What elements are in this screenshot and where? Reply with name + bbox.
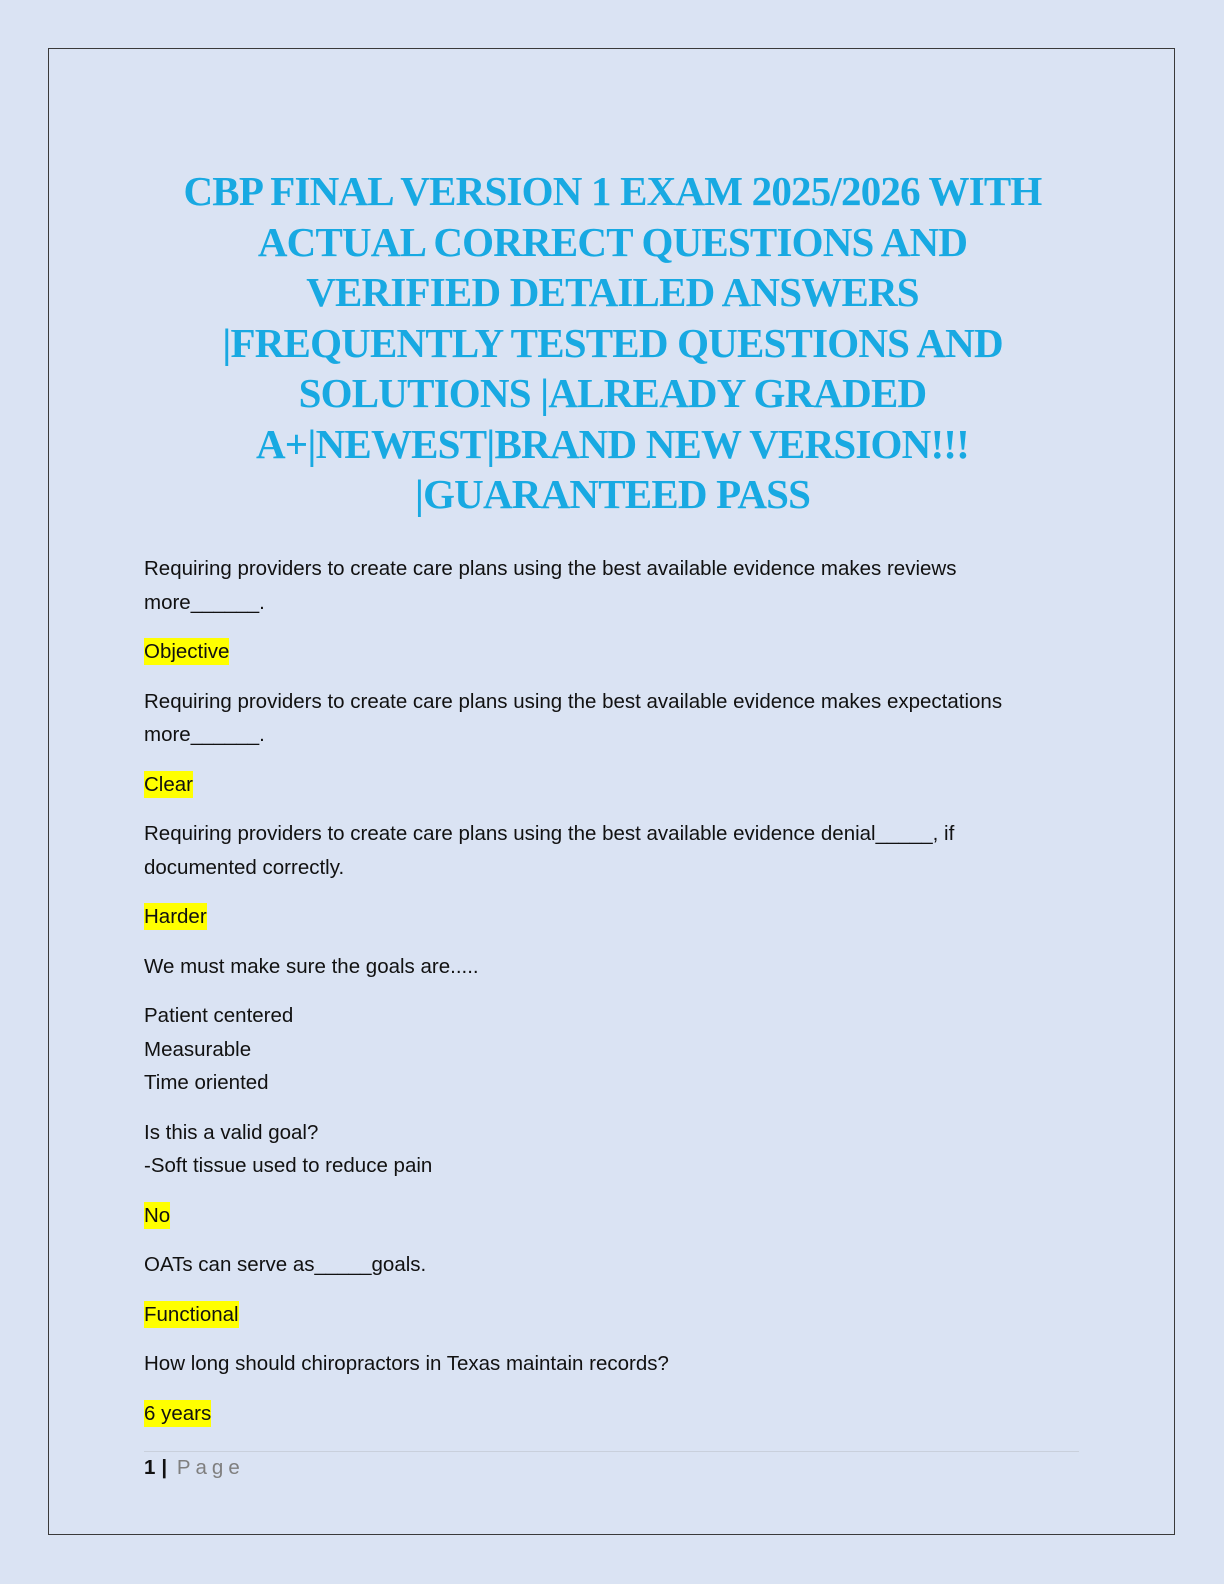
list-item: Patient centered [144,1004,294,1027]
title-line: VERIFIED DETAILED ANSWERS [306,269,919,315]
title-line: A+|NEWEST|BRAND NEW VERSION!!! [255,420,970,467]
answer [144,1199,1079,1233]
title-line: |GUARANTEED PASS [414,471,811,517]
question: Requiring providers to create care plans using the best available evidence makes expectations more______. [144,689,1003,746]
highlighted-answer: 6 years [144,1401,212,1425]
qa-content [144,552,1079,1446]
footer-separator: | [161,1456,168,1479]
footer-divider [144,1451,1079,1452]
answer [144,1298,1079,1332]
highlighted-answer: Objective [144,640,230,663]
highlighted-answer: Functional [144,1302,239,1326]
list-item: Time oriented [144,1071,269,1094]
question: Requiring providers to create care plans using the best available evidence denial_____, if documented correctly. [144,822,955,879]
highlighted-answer: No [144,1203,171,1227]
page-label: Page [176,1456,245,1479]
highlighted-answer: Clear [144,772,193,796]
answer-list [144,999,1079,1100]
answer [144,1397,1079,1431]
title-line: CBP FINAL VERSION 1 EXAM 2025/2026 WITH [183,168,1042,214]
title-line: ACTUAL CORRECT QUESTIONS AND [257,218,968,265]
title-line: |FREQUENTLY TESTED QUESTIONS AND [222,319,1003,366]
list-item: Measurable [144,1037,252,1061]
question: Requiring providers to create care plans using the best available evidence makes reviews more______. [144,557,957,614]
document-title [120,166,1105,520]
question: Is this a valid goal? -Soft tissue used to reduce pain [144,1120,433,1177]
answer [144,635,1079,669]
page-number: 1 [144,1456,156,1479]
answer [144,900,1079,934]
page-footer [144,1456,245,1480]
question: We must make sure the goals are..... [144,954,479,978]
highlighted-answer: Harder [144,905,207,928]
title-line: SOLUTIONS |ALREADY GRADED [298,370,927,416]
question: OATs can serve as_____goals. [144,1253,427,1276]
question: How long should chiropractors in Texas maintain records? [144,1352,669,1375]
answer [144,768,1079,802]
